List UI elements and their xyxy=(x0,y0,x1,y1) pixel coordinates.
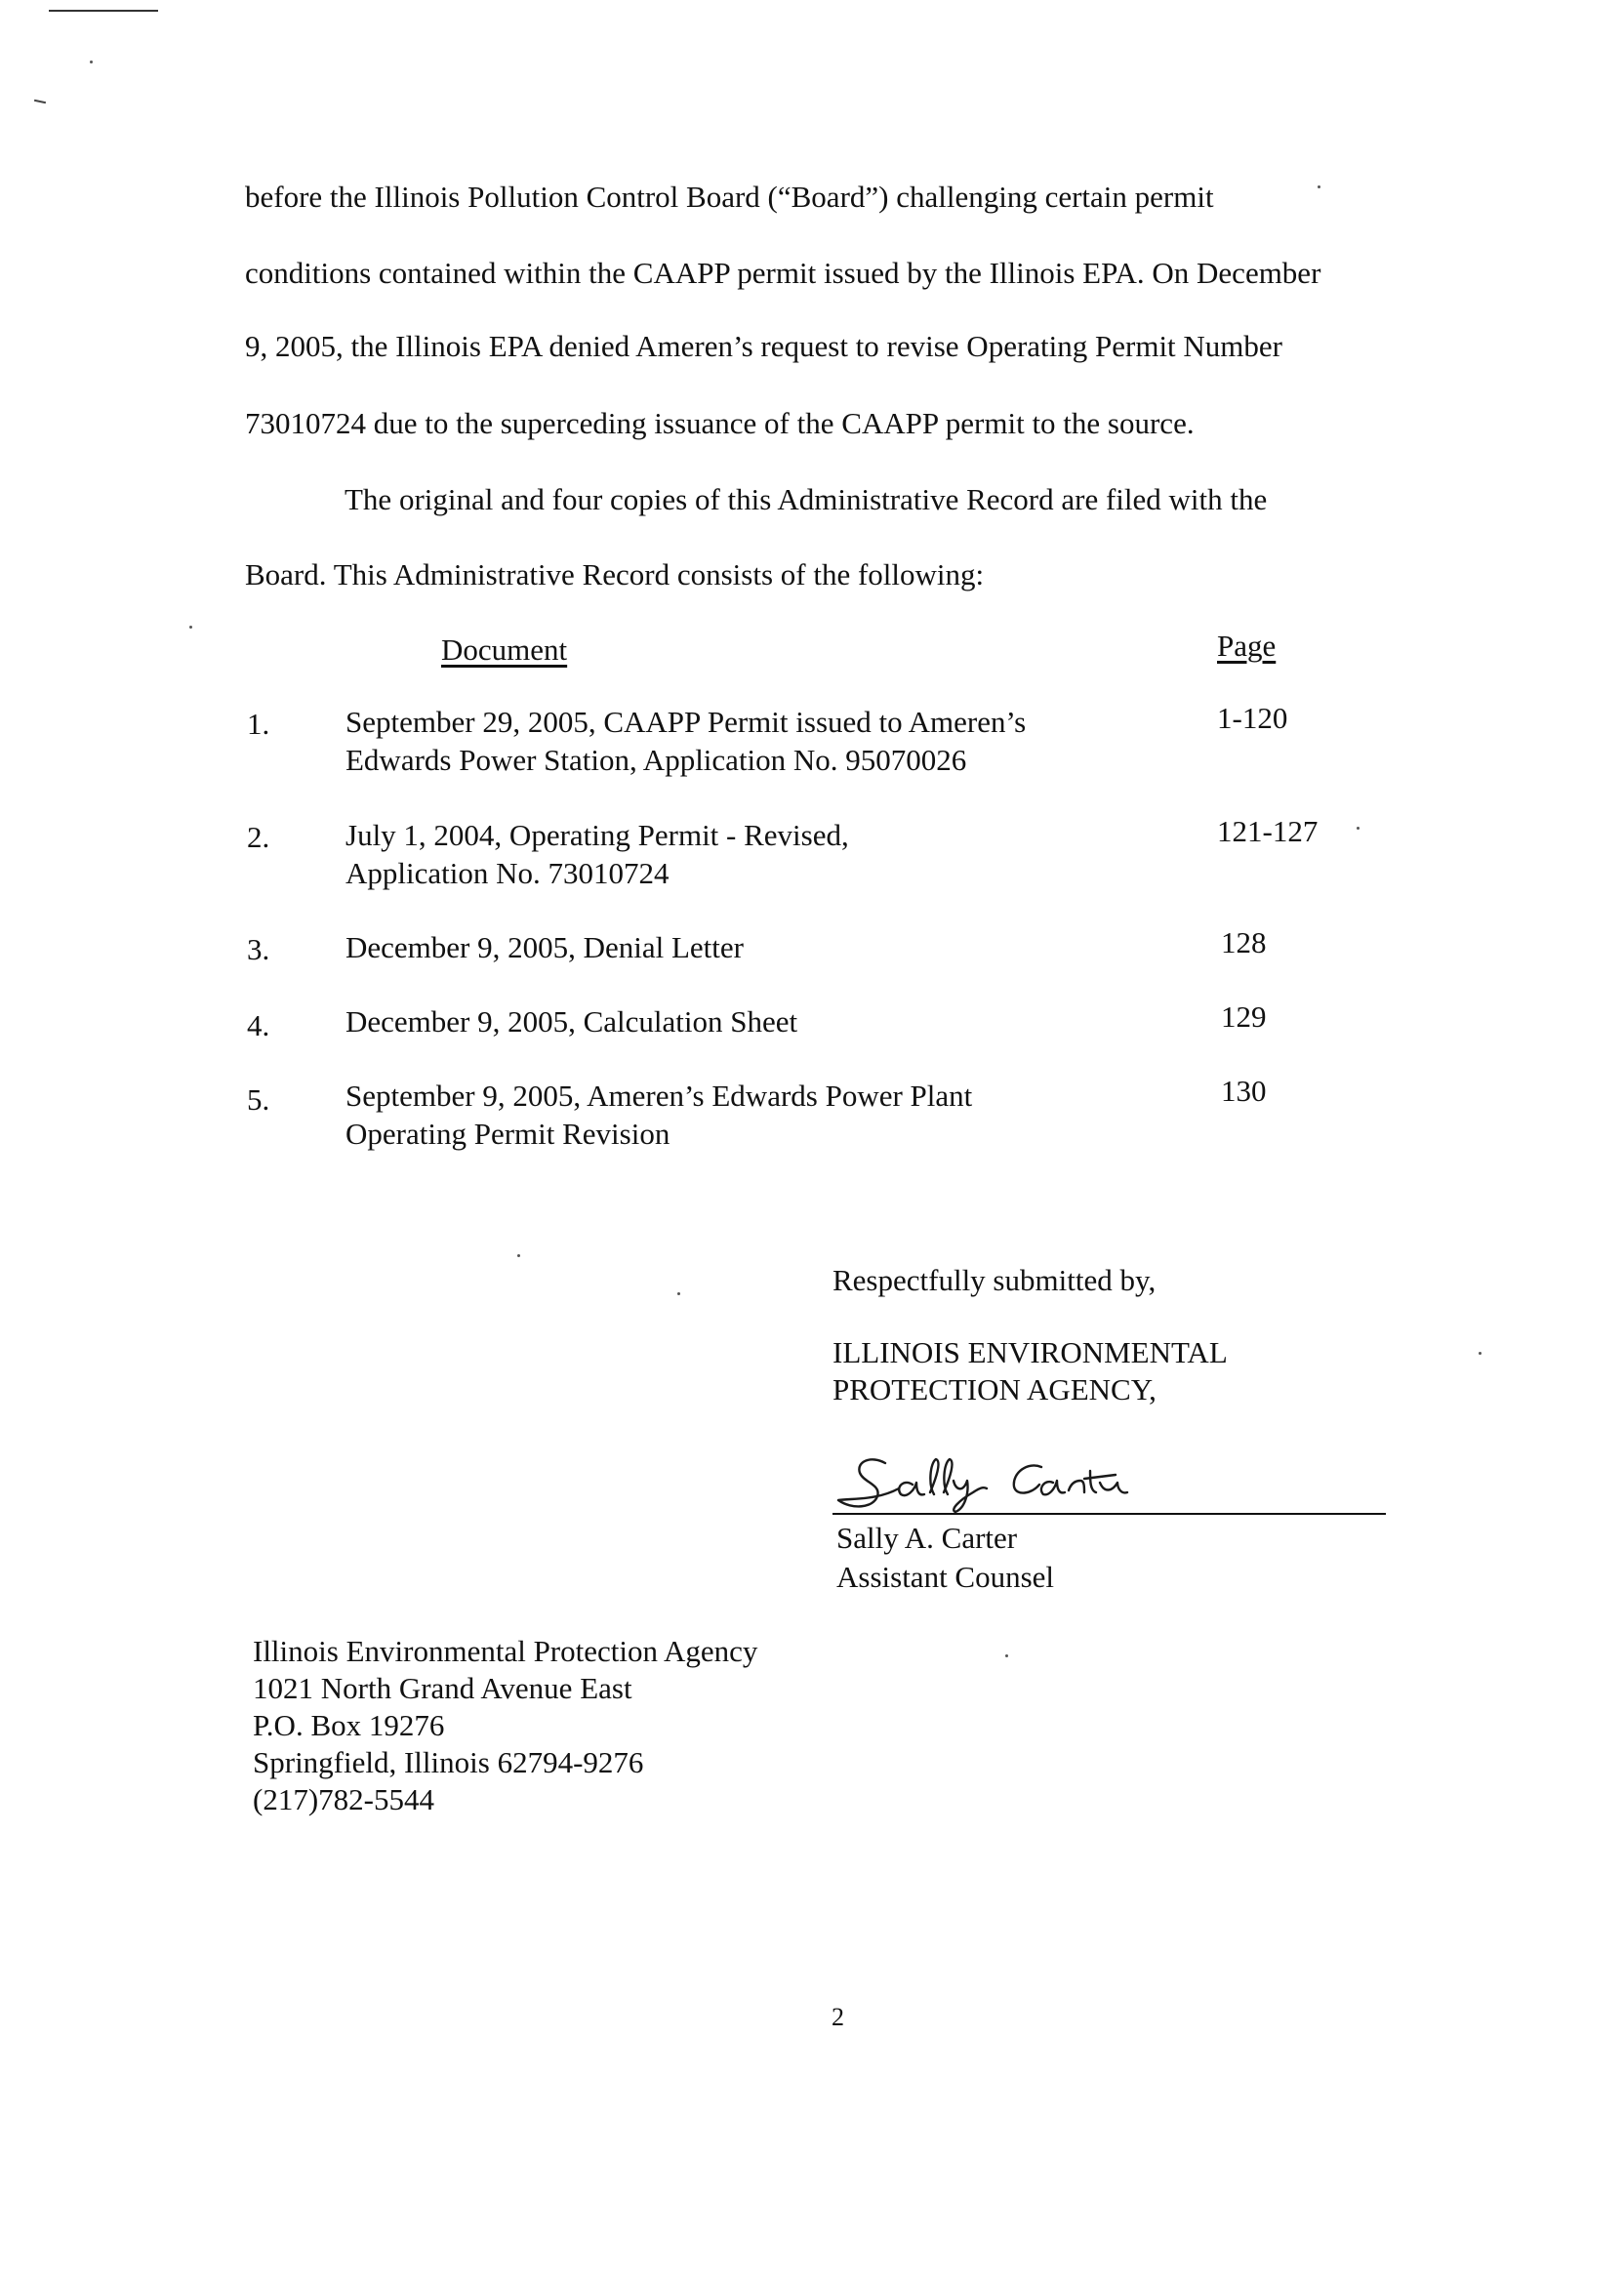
item-description-line: Application No. 73010724 xyxy=(345,856,670,890)
address-line: 1021 North Grand Avenue East xyxy=(253,1671,632,1705)
scan-speck xyxy=(90,61,93,63)
handwritten-signature xyxy=(834,1449,1381,1520)
address-line: Illinois Environmental Protection Agency xyxy=(253,1634,758,1668)
item-number: 5. xyxy=(247,1082,270,1117)
body-text-line: conditions contained within the CAAPP permit issued by the Illinois EPA. On December xyxy=(245,256,1321,290)
signer-name: Sally A. Carter xyxy=(836,1521,1018,1555)
item-number: 3. xyxy=(247,932,270,966)
scan-mark-tick xyxy=(34,100,46,103)
signer-title: Assistant Counsel xyxy=(836,1560,1055,1594)
item-number: 1. xyxy=(247,707,270,741)
address-line: Springfield, Illinois 62794-9276 xyxy=(253,1745,644,1779)
item-description-line: December 9, 2005, Calculation Sheet xyxy=(345,1004,798,1039)
body-text-line: 73010724 due to the superceding issuance of the CAAPP permit to the source. xyxy=(245,406,1195,440)
scan-speck xyxy=(517,1254,520,1257)
agency-name-line: ILLINOIS ENVIRONMENTAL xyxy=(832,1335,1228,1369)
item-description-line: September 9, 2005, Ameren’s Edwards Power Plant xyxy=(345,1079,973,1113)
item-description-line: Edwards Power Station, Application No. 95070026 xyxy=(345,743,967,777)
scan-speck xyxy=(1318,185,1320,188)
scan-mark-top-left xyxy=(49,10,158,12)
body-text-line: before the Illinois Pollution Control Board (“Board”) challenging certain permit xyxy=(245,180,1214,214)
item-description-line: December 9, 2005, Denial Letter xyxy=(345,930,744,964)
agency-address xyxy=(253,1633,757,1818)
body-text-line: 9, 2005, the Illinois EPA denied Ameren’s request to revise Operating Permit Number xyxy=(245,329,1283,363)
signature-line xyxy=(832,1513,1386,1515)
scan-speck xyxy=(677,1292,680,1295)
item-description-line: July 1, 2004, Operating Permit - Revised, xyxy=(345,818,849,852)
item-pages: 121-127 xyxy=(1217,814,1319,848)
agency-name-line: PROTECTION AGENCY, xyxy=(832,1372,1157,1406)
document-column-header: Document xyxy=(441,632,568,667)
address-line: P.O. Box 19276 xyxy=(253,1708,445,1742)
item-number: 2. xyxy=(247,820,270,854)
address-line: (217)782-5544 xyxy=(253,1782,434,1816)
item-description-line: September 29, 2005, CAAPP Permit issued to Ameren’s xyxy=(345,705,1027,739)
item-pages: 128 xyxy=(1221,925,1267,959)
submitted-by: Respectfully submitted by, xyxy=(832,1263,1157,1297)
filing-text-line: Board. This Administrative Record consists of the following: xyxy=(245,557,985,591)
scan-speck xyxy=(1479,1352,1482,1355)
scan-speck xyxy=(189,626,192,629)
filing-text-line: The original and four copies of this Administrative Record are filed with the xyxy=(345,482,1268,516)
page-number: 2 xyxy=(832,2003,844,2031)
scan-speck xyxy=(1357,827,1360,830)
page-column-header: Page xyxy=(1217,629,1277,663)
item-pages: 130 xyxy=(1221,1074,1267,1108)
item-pages: 129 xyxy=(1221,999,1267,1034)
item-description-line: Operating Permit Revision xyxy=(345,1117,670,1151)
scan-speck xyxy=(1005,1654,1008,1657)
item-pages: 1-120 xyxy=(1217,701,1288,735)
item-number: 4. xyxy=(247,1008,270,1042)
